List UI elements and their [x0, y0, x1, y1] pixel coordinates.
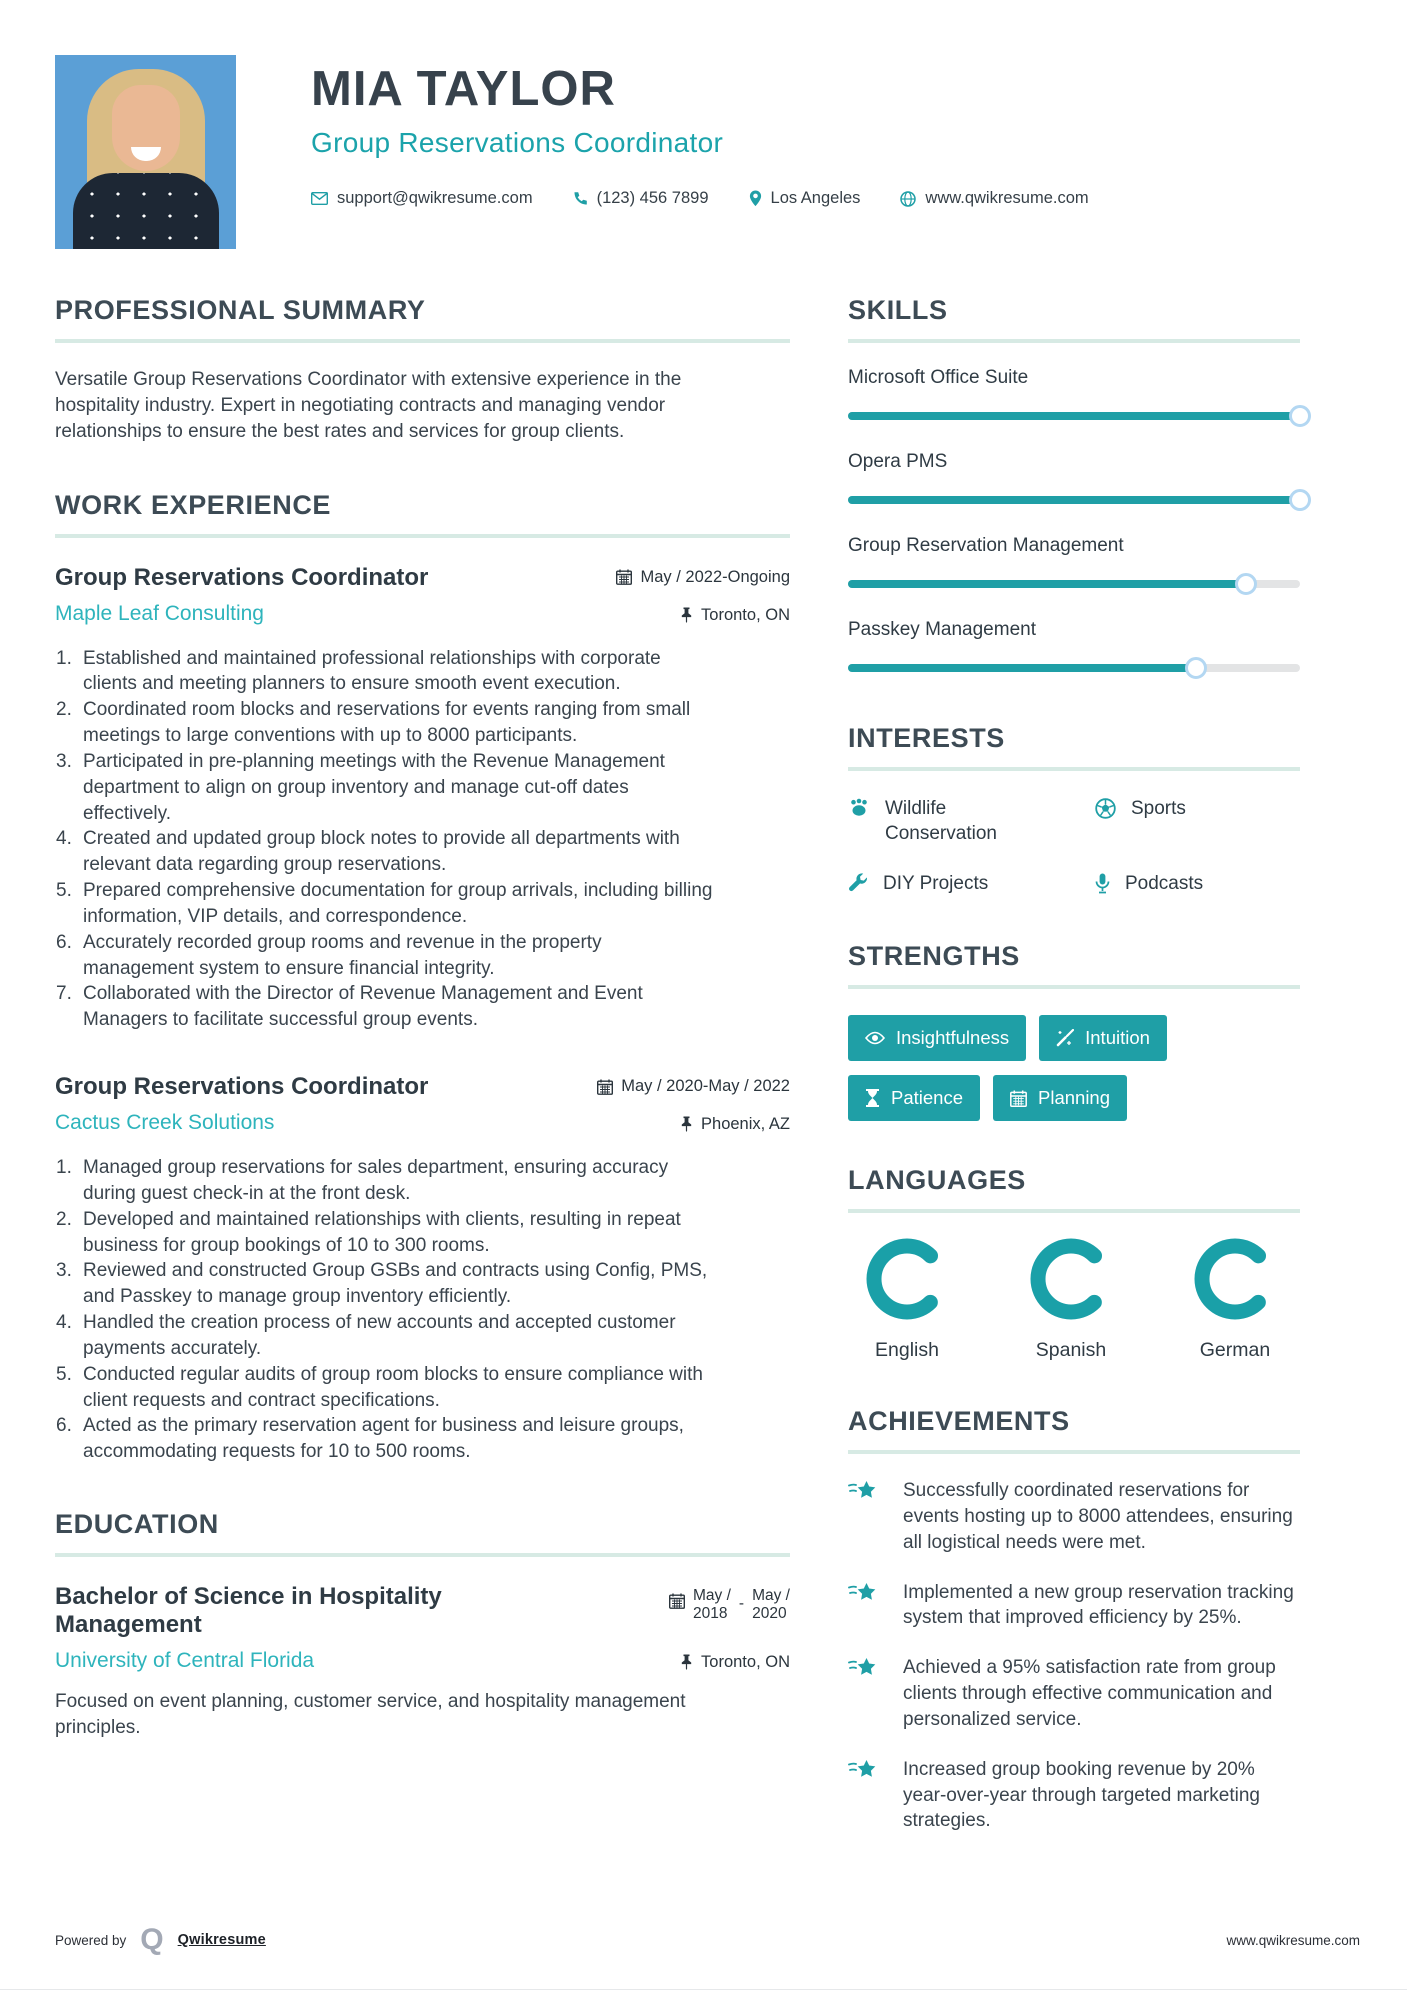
skills-heading: SKILLS — [848, 295, 948, 325]
left-column — [55, 295, 790, 1878]
pushpin-icon — [680, 1654, 693, 1671]
strength-badge[interactable] — [848, 1015, 1026, 1061]
company-name: Cactus Creek Solutions — [55, 1111, 275, 1135]
strength-label: Insightfulness — [896, 1027, 1010, 1049]
achievement-text: Successfully coordinated reservations for events hosting up to 8000 attendees, ensuring all logistical needs were met. — [903, 1480, 1293, 1553]
work-heading: WORK EXPERIENCE — [55, 489, 332, 520]
location-pin-icon — [749, 190, 762, 207]
interests-grid — [848, 797, 1300, 897]
job-bullet-list — [55, 646, 790, 1033]
slider-knob[interactable] — [1235, 573, 1257, 595]
job-bullet: Coordinated room blocks and reservations for events ranging from small meetings to large conventions with up to 8000 participants. — [83, 699, 691, 747]
achievement-text: Implemented a new group reservation tracking system that improved efficiency by 25%. — [903, 1581, 1294, 1629]
contact-row — [311, 189, 1089, 208]
job-title: Group Reservations Coordinator — [55, 563, 429, 591]
main-columns — [55, 295, 1360, 1878]
interest-label: Podcasts — [1125, 873, 1204, 895]
strengths-list — [848, 1015, 1300, 1121]
email-icon — [311, 192, 328, 205]
school-name: University of Central Florida — [55, 1649, 315, 1673]
job-dates-label: May / 2022-Ongoing — [640, 567, 790, 586]
section-divider — [848, 1209, 1300, 1213]
shooting-star-icon — [848, 1655, 880, 1684]
eye-icon — [865, 1031, 885, 1045]
strength-label: Intuition — [1085, 1027, 1150, 1049]
skill-label: Microsoft Office Suite — [848, 367, 1029, 388]
work-experience-section — [55, 490, 790, 1465]
header — [55, 55, 1360, 249]
achievement-text: Increased group booking revenue by 20% year-over-year through targeted marketing strategies. — [903, 1758, 1260, 1832]
education-date-end: May / 2020 — [752, 1587, 790, 1622]
footer-website: www.qwikresume.com — [1226, 1932, 1360, 1948]
language-progress-ring — [1029, 1237, 1113, 1321]
job-title: Group Reservations Coordinator — [55, 1073, 429, 1101]
achievement-item — [848, 1655, 1300, 1732]
achievement-item — [848, 1580, 1300, 1632]
summary-section — [55, 295, 790, 446]
education-description: Focused on event planning, customer service, and hospitality management principles. — [55, 1691, 686, 1739]
language-label: Spanish — [1035, 1339, 1107, 1362]
job-entry — [55, 564, 790, 1033]
slider-fill — [848, 580, 1246, 588]
skill-item — [848, 535, 1300, 595]
job-bullet: Handled the creation process of new accounts and accepted customer payments accurately. — [83, 1312, 676, 1359]
languages-heading: LANGUAGES — [848, 1165, 1026, 1196]
section-divider — [848, 985, 1300, 989]
education-section — [55, 1509, 790, 1741]
language-item — [1012, 1237, 1130, 1362]
hourglass-icon — [865, 1089, 880, 1107]
strength-badge[interactable] — [1039, 1015, 1167, 1061]
section-divider — [848, 767, 1300, 771]
skill-slider[interactable] — [848, 405, 1300, 427]
job-bullet: Collaborated with the Director of Revenue Management and Event Managers to facilitate successful group events. — [83, 983, 643, 1031]
job-location — [680, 602, 790, 625]
interest-label: Wildlife Conservation — [885, 798, 997, 844]
strength-badge[interactable] — [993, 1075, 1127, 1121]
skill-slider[interactable] — [848, 657, 1300, 679]
interest-label: DIY Projects — [883, 873, 989, 895]
company-name: Maple Leaf Consulting — [55, 601, 264, 625]
achievement-item — [848, 1757, 1300, 1834]
job-location-label: Phoenix, AZ — [701, 1115, 790, 1134]
calendar-icon — [616, 569, 632, 585]
degree-title: Bachelor of Science in Hospitality Management — [55, 1583, 442, 1639]
skills-section — [848, 295, 1300, 679]
job-bullet: Accurately recorded group rooms and revenue in the property management system to ensure financial integrity. — [83, 931, 602, 979]
skill-slider[interactable] — [848, 489, 1300, 511]
contact-location[interactable] — [749, 189, 861, 208]
slider-fill — [848, 664, 1196, 672]
education-date-start: May / 2018 — [693, 1587, 731, 1622]
section-divider — [848, 1450, 1300, 1454]
job-bullet: Participated in pre-planning meetings with the Revenue Management department to align on group inventory and manage cut-off dates effectively. — [83, 750, 665, 824]
qwikresume-logo-icon: Q — [140, 1923, 164, 1956]
job-dates — [597, 1073, 790, 1096]
person-name: MIA TAYLOR — [311, 62, 616, 116]
shooting-star-icon — [848, 1757, 880, 1786]
wrench-icon — [848, 872, 868, 893]
section-divider — [55, 1553, 790, 1557]
section-divider — [55, 339, 790, 343]
globe-icon — [900, 191, 916, 207]
job-bullet: Established and maintained professional relationships with corporate clients and meeting planners to ensure smooth event execution. — [83, 647, 661, 695]
skill-label: Passkey Management — [848, 619, 1036, 640]
education-location — [680, 1649, 790, 1672]
qwikresume-link[interactable]: Qwikresume — [177, 1932, 266, 1948]
powered-by — [55, 1925, 266, 1955]
calendar-icon — [669, 1587, 685, 1609]
interest-label: Sports — [1131, 798, 1186, 819]
achievements-section — [848, 1406, 1300, 1834]
skill-item — [848, 451, 1300, 511]
photo-shoulders — [73, 173, 219, 249]
language-label: German — [1199, 1339, 1271, 1362]
magic-wand-icon — [1056, 1029, 1074, 1047]
powered-by-label: Powered by — [55, 1932, 127, 1948]
language-item — [1176, 1237, 1294, 1362]
language-label: English — [875, 1339, 939, 1362]
interest-item — [848, 797, 1095, 846]
job-location-label: Toronto, ON — [701, 605, 790, 624]
interest-item — [1095, 872, 1300, 897]
contact-website[interactable] — [900, 189, 1088, 208]
job-bullet: Conducted regular audits of group room blocks to ensure compliance with client requests and contract specifications. — [83, 1363, 703, 1411]
language-progress-ring — [865, 1237, 949, 1321]
job-bullet: Developed and maintained relationships with clients, resulting in repeat business for group bookings of 10 to 300 rooms. — [83, 1208, 681, 1256]
contact-email-label: support@qwikresume.com — [337, 189, 533, 207]
job-bullet: Created and updated group block notes to provide all departments with relevant data regarding group reservations. — [83, 828, 680, 876]
slider-knob[interactable] — [1289, 489, 1311, 511]
contact-phone[interactable] — [573, 189, 709, 208]
achievements-heading: ACHIEVEMENTS — [848, 1406, 1070, 1437]
skill-slider[interactable] — [848, 573, 1300, 595]
education-dates — [669, 1583, 790, 1623]
summary-text: Versatile Group Reservations Coordinator with extensive experience in the hospitality industry. Expert in negotiating contracts and managing vendor relationships to ensure the best rates and services for group clients. — [55, 369, 682, 443]
strengths-heading: STRENGTHS — [848, 941, 1020, 972]
strength-badge[interactable] — [848, 1075, 980, 1121]
job-bullet: Reviewed and constructed Group GSBs and contracts using Config, PMS, and Passkey to manage group inventory efficiently. — [83, 1260, 708, 1308]
skill-item — [848, 367, 1300, 427]
footer — [55, 1899, 1360, 1989]
job-entry — [55, 1073, 790, 1465]
microphone-icon — [1095, 872, 1110, 894]
interests-heading: INTERESTS — [848, 723, 1005, 753]
education-entry — [55, 1583, 790, 1741]
slider-fill — [848, 496, 1300, 504]
languages-row — [848, 1237, 1300, 1362]
slider-fill — [848, 412, 1300, 420]
phone-icon — [573, 191, 588, 206]
profile-photo — [55, 55, 236, 249]
contact-phone-label: (123) 456 7899 — [596, 189, 709, 207]
strength-label: Planning — [1038, 1087, 1111, 1109]
calendar-icon — [1010, 1090, 1027, 1107]
slider-knob[interactable] — [1289, 405, 1311, 427]
achievement-text: Achieved a 95% satisfaction rate from group clients through effective communication and personalized service. — [903, 1657, 1276, 1730]
pushpin-icon — [680, 1116, 693, 1133]
skill-item — [848, 619, 1300, 679]
strengths-section — [848, 941, 1300, 1121]
summary-heading: PROFESSIONAL SUMMARY — [55, 295, 426, 325]
job-dates-label: May / 2020-May / 2022 — [621, 1077, 790, 1096]
contact-website-label: www.qwikresume.com — [925, 189, 1089, 207]
section-divider — [848, 339, 1300, 343]
contact-location-label: Los Angeles — [770, 189, 861, 207]
job-dates — [616, 564, 790, 587]
pushpin-icon — [680, 607, 693, 624]
education-heading: EDUCATION — [55, 1509, 219, 1540]
slider-knob[interactable] — [1185, 657, 1207, 679]
language-progress-ring — [1193, 1237, 1277, 1321]
contact-email[interactable] — [311, 189, 533, 208]
education-location-label: Toronto, ON — [701, 1653, 790, 1672]
job-bullet: Managed group reservations for sales department, ensuring accuracy during guest check-in at the front desk. — [83, 1157, 669, 1204]
interests-section — [848, 723, 1300, 897]
skill-label: Group Reservation Management — [848, 535, 1124, 556]
strength-label: Patience — [891, 1087, 963, 1109]
job-bullet-list — [55, 1155, 790, 1465]
job-bullet: Acted as the primary reservation agent for business and leisure groups, accommodating requests for 10 to 500 rooms. — [83, 1415, 684, 1463]
skill-label: Opera PMS — [848, 451, 948, 472]
interest-item — [848, 872, 1095, 897]
job-location — [680, 1111, 790, 1134]
achievement-item — [848, 1478, 1300, 1555]
soccer-ball-icon — [1095, 797, 1116, 819]
job-bullet: Prepared comprehensive documentation for group arrivals, including billing information, VIP details, and correspondence. — [83, 880, 713, 927]
wildlife-icon — [848, 797, 870, 817]
job-title-subtitle: Group Reservations Coordinator — [311, 127, 724, 158]
education-date-separator: - — [738, 1595, 745, 1613]
languages-section — [848, 1165, 1300, 1362]
section-divider — [55, 534, 790, 538]
interest-item — [1095, 797, 1300, 846]
shooting-star-icon — [848, 1478, 880, 1507]
shooting-star-icon — [848, 1580, 880, 1609]
header-text — [311, 55, 1089, 208]
language-item — [848, 1237, 966, 1362]
right-column — [848, 295, 1300, 1878]
calendar-icon — [597, 1079, 613, 1095]
